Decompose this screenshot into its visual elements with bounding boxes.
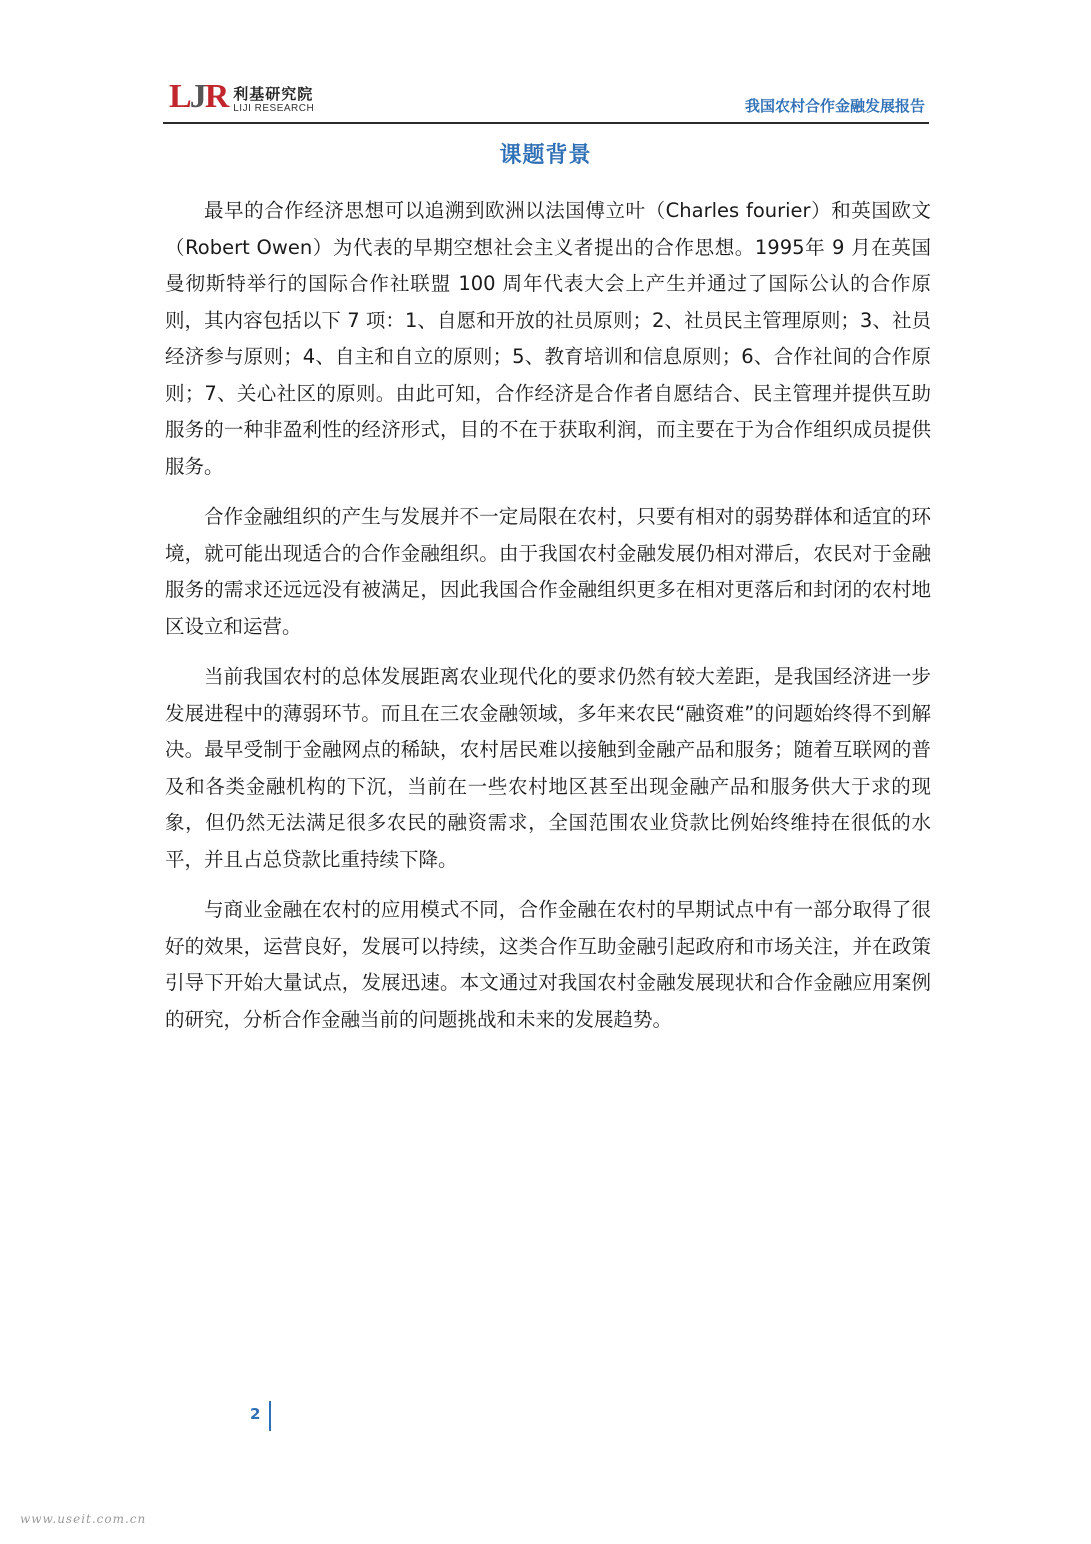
watermark: www.useit.com.cn	[20, 1512, 147, 1526]
report-title: 我国农村合作金融发展报告	[744, 97, 925, 115]
page-number-bar	[269, 1401, 271, 1431]
logo-chinese-name: 利基研究院	[233, 85, 314, 103]
body-text	[165, 193, 931, 1052]
paragraph: 当前我国农村的总体发展距离农业现代化的要求仍然有较大差距，是我国经济进一步发展进程中的薄弱环节。而且在三农金融领域，多年来农民“融资难”的问题始终得不到解决。最早受制于金融网点的稀缺，农村居民难以接触到金融产品和服务；随着互联网的普及和各类金融机构的下沉，当前在一些农村地区甚至出现金融产品和服务供大于求的现象，但仍然无法满足很多农民的融资需求，全国范围农业贷款比例始终维持在很低的水平，并且占总贷款比重持续下降。	[165, 665, 931, 871]
page-header	[163, 78, 929, 124]
page-number: 2	[250, 1405, 261, 1423]
logo-mark: LJR	[169, 78, 228, 115]
section-title: 课题背景	[499, 143, 592, 168]
paragraph: 合作金融组织的产生与发展并不一定局限在农村，只要有相对的弱势群体和适宜的环境，就可能出现适合的合作金融组织。由于我国农村金融发展仍相对滞后，农民对于金融服务的需求还远远没有被满足，因此我国合作金融组织更多在相对更落后和封闭的农村地区设立和运营。	[165, 505, 931, 638]
paragraph: 与商业金融在农村的应用模式不同，合作金融在农村的早期试点中有一部分取得了很好的效果，运营良好，发展可以持续，这类合作互助金融引起政府和市场关注，并在政策引导下开始大量试点，发展迅速。本文通过对我国农村金融发展现状和合作金融应用案例的研究，分析合作金融当前的问题挑战和未来的发展趋势。	[165, 898, 931, 1031]
logo-text	[233, 87, 314, 114]
logo-english-name: LIJI RESEARCH	[233, 103, 315, 114]
liji-research-logo	[169, 80, 314, 114]
paragraph: 最早的合作经济思想可以追溯到欧洲以法国傅立叶（Charles fourier）和英国欧文（Robert Owen）为代表的早期空想社会主义者提出的合作思想。1995年 9 月在英国曼彻斯特举行的国际合作社联盟 100 周年代表大会上产生并通过了国际公认的合作原则，其内容包括以下 7 项：1、自愿和开放的社员原则；2、社员民主管理原则；3、社员经济参与原则；4、自主和自立的原则；5、教育培训和信息原则；6、合作社间的合作原则；7、关心社区的原则。由此可知，合作经济是合作者自愿结合、民主管理并提供互助服务的一种非盈利性的经济形式，目的不在于获取利润，而主要在于为合作组织成员提供服务。	[165, 199, 931, 478]
